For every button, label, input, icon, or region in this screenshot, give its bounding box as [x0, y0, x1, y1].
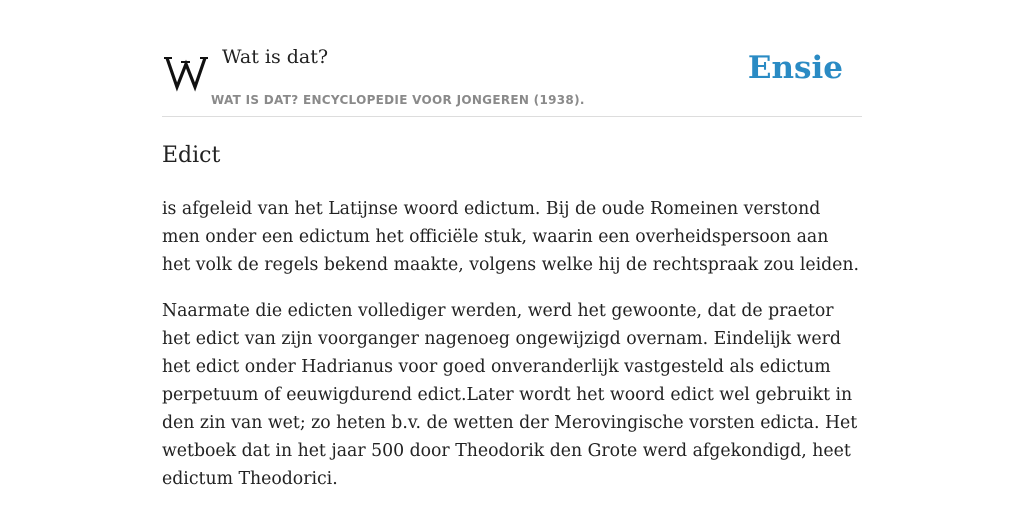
- source-title[interactable]: Wat is dat?: [222, 46, 329, 68]
- entry-paragraph: Naarmate die edicten vollediger werden, werd het gewoonte, dat de praetor het edict van zijn voorganger nagenoeg ongewijzigd overnam. Eindelijk werd het edict onder Hadrianus voor goed onveranderlijk vastgesteld als edictum perpetuum of eeuwigdurend edict.Later wordt het woord edict wel gebruikt in den zin van wet; zo heten b.v. de wetten der Merovingische vorsten edicta. Het wetboek dat in het jaar 500 door Theodorik den Grote werd afgekondigd, heet edictum Theodorici.: [162, 301, 858, 489]
- page-container: [162, 0, 862, 511]
- entry-paragraph: is afgeleid van het Latijnse woord edictum. Bij de oude Romeinen verstond men onder een edictum het officiële stuk, waarin een overheidspersoon aan het volk de regels bekend maakte, volgens welke hij de rechtspraak zou leiden.: [162, 199, 860, 275]
- entry-content: [162, 195, 862, 493]
- entry-title: Edict: [162, 143, 221, 168]
- wikipedia-w-icon[interactable]: [164, 52, 208, 92]
- source-subtitle: WAT IS DAT? ENCYCLOPEDIE VOOR JONGEREN (1938).: [211, 93, 585, 107]
- source-header: [162, 0, 862, 117]
- brand-logo-link[interactable]: Ensie: [747, 50, 843, 86]
